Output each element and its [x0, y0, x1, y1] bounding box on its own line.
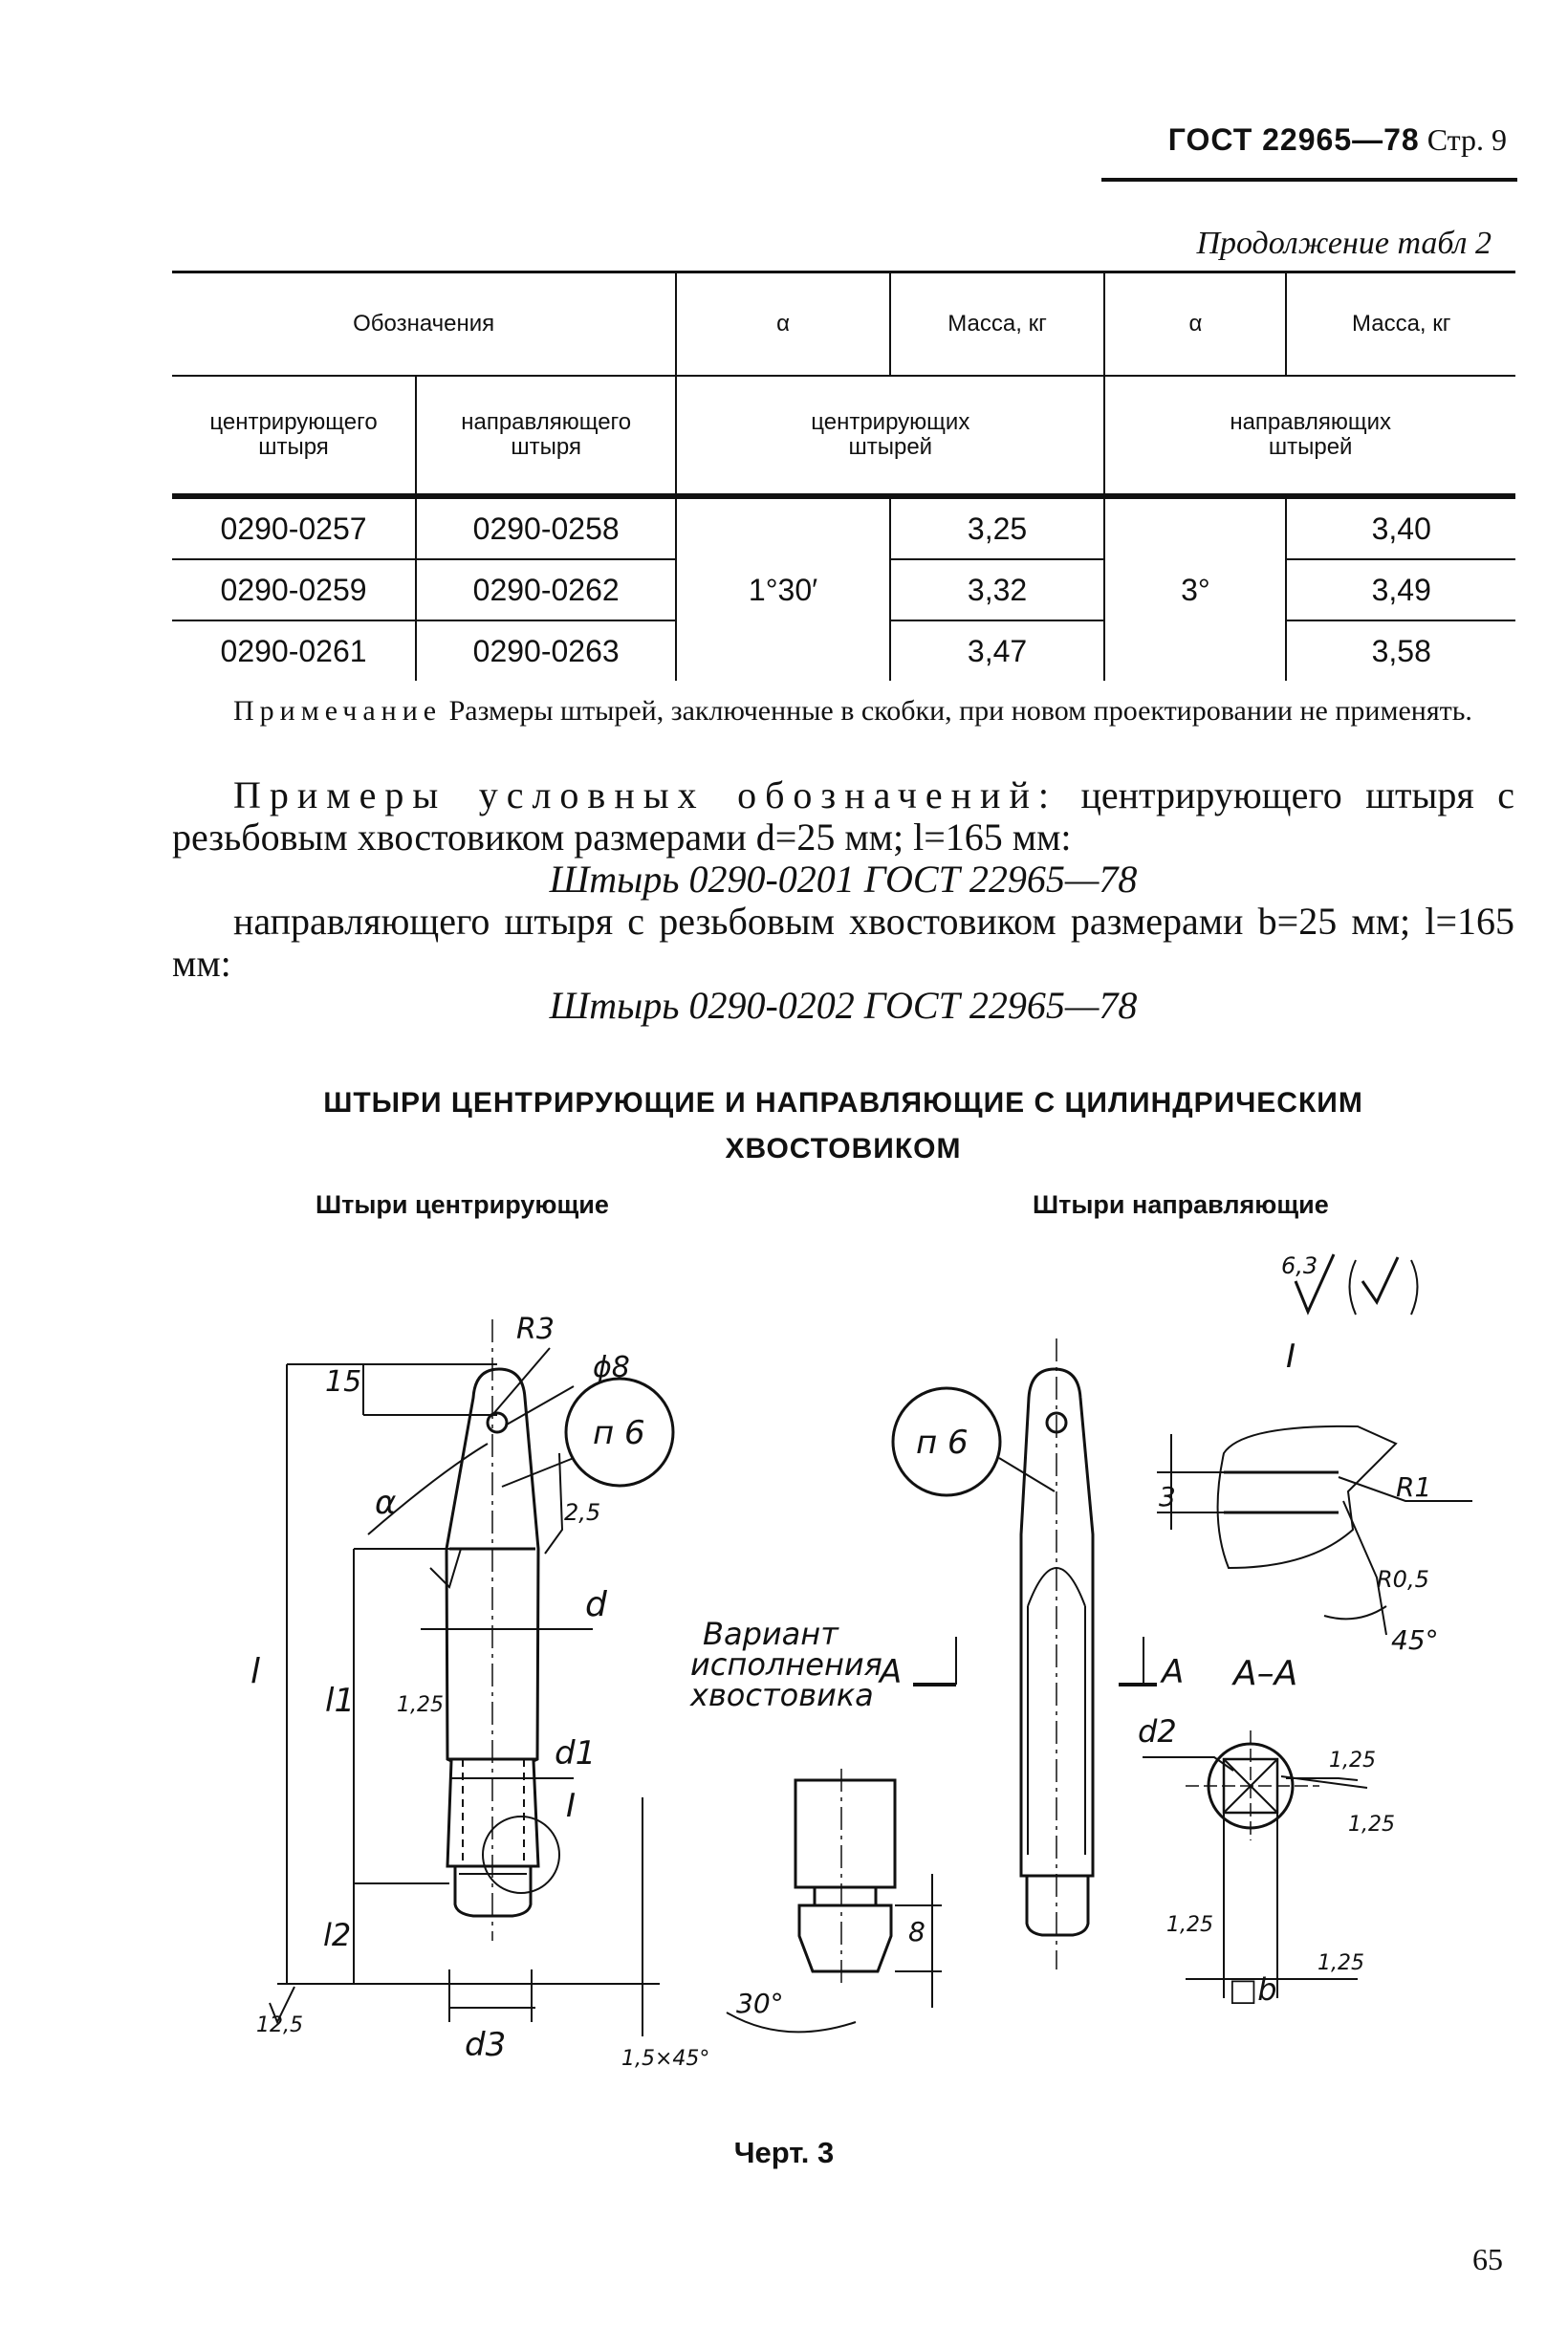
- col-alpha-guide: α: [1104, 272, 1286, 377]
- label-A-right: А: [1162, 1653, 1185, 1691]
- label-alpha: α: [375, 1484, 397, 1522]
- guide-code: 0290-0258: [416, 496, 676, 559]
- table-2: [172, 271, 1515, 681]
- label-variant-3: хвостовика: [690, 1677, 874, 1713]
- label-rough-6-3: 6,3: [1281, 1252, 1318, 1279]
- label-variant-1: Вариант: [703, 1616, 838, 1652]
- note-label: Примечание: [233, 695, 443, 727]
- label-I-left: I: [566, 1787, 577, 1825]
- label-8: 8: [908, 1916, 926, 1947]
- guide-code: 0290-0262: [416, 559, 676, 620]
- label-1-25-d: 1,25: [1318, 1951, 1364, 1975]
- mass-guide: 3,40: [1286, 496, 1515, 559]
- designation-examples: [172, 774, 1514, 1027]
- note-text: Размеры штырей, заключенные в скобки, при новом проектировании не применять.: [448, 695, 1472, 727]
- table-row: [172, 496, 1515, 559]
- col-centering-pins: центрирующих штырей: [676, 376, 1104, 496]
- label-R0-5: R0,5: [1377, 1566, 1429, 1593]
- col-alpha-centering: α: [676, 272, 890, 377]
- mass-centering: 3,25: [890, 496, 1105, 559]
- examples-line-1: центрирующего штыря с резьбовым хвостовиком размерами d=25 мм; l=165 мм:: [172, 773, 1515, 859]
- label-d2: d2: [1138, 1713, 1177, 1750]
- label-45-deg: 45°: [1391, 1624, 1439, 1656]
- label-30-deg: 30°: [736, 1988, 784, 2019]
- table-continuation-label: Продолжение табл 2: [1196, 226, 1492, 261]
- col-guide-pin: направляющего штыря: [416, 376, 676, 496]
- label-I-right: I: [1286, 1338, 1296, 1376]
- centering-code: 0290-0257: [172, 496, 416, 559]
- label-12-5: 12,5: [256, 2013, 303, 2037]
- guide-code: 0290-0263: [416, 620, 676, 681]
- label-1-25-b: 1,25: [1348, 1813, 1395, 1837]
- guide-pin-drawing: [893, 1254, 1472, 1998]
- page-header: [1168, 122, 1507, 158]
- label-square-b: □b: [1229, 1971, 1277, 2008]
- label-variant-2: исполнения: [690, 1646, 882, 1683]
- col-mass-guide: Масса, кг: [1286, 272, 1515, 377]
- subtitle-centering-pins: Штыри центрирующие: [316, 1190, 609, 1219]
- section-title: [172, 1080, 1514, 1172]
- label-1-25-c: 1,25: [1166, 1913, 1213, 1937]
- col-guide-pins: направляющих штырей: [1104, 376, 1515, 496]
- section-title-line-2: ХВОСТОВИКОМ: [725, 1133, 962, 1164]
- label-chamfer: 1,5×45°: [621, 2047, 710, 2071]
- label-15: 15: [325, 1365, 362, 1399]
- centering-code: 0290-0261: [220, 633, 367, 668]
- label-1-25-left: 1,25: [397, 1693, 444, 1717]
- page-number: 65: [1472, 2242, 1503, 2276]
- mass-guide: 3,49: [1286, 559, 1515, 620]
- col-designations: Обозначения: [172, 272, 676, 377]
- alpha-guide-value: 3°: [1104, 496, 1286, 681]
- table-note: [233, 692, 1514, 730]
- mass-centering: 3,32: [890, 559, 1105, 620]
- example-designation-1: Штырь 0290-0201 ГОСТ 22965—78: [549, 858, 1138, 901]
- figure-caption: Черт. 3: [733, 2136, 835, 2169]
- examples-paragraph-1: [172, 774, 1514, 859]
- label-d1: d1: [555, 1734, 597, 1773]
- examples-heading: Примеры условных обозначений:: [233, 773, 1057, 816]
- label-3: 3: [1159, 1481, 1176, 1512]
- header-rule: [1101, 178, 1517, 182]
- label-l2: l2: [323, 1917, 352, 1953]
- label-phi8: ϕ8: [593, 1351, 630, 1384]
- examples-line-2: направляющего штыря с резьбовым хвостовиком размерами b=25 мм; l=165 мм:: [172, 900, 1514, 985]
- page-label: Стр. 9: [1426, 122, 1507, 157]
- label-n6-left: п 6: [593, 1414, 645, 1452]
- col-centering-pin: центрирующего штыря: [172, 376, 416, 496]
- alpha-centering-value: 1°30′: [676, 496, 890, 681]
- label-R3: R3: [516, 1313, 555, 1346]
- standard-number: ГОСТ 22965—78: [1167, 122, 1420, 157]
- subtitle-guide-pins: Штыри направляющие: [1033, 1190, 1329, 1219]
- technical-drawing: [0, 1224, 1568, 2122]
- label-2-5: 2,5: [564, 1499, 601, 1526]
- mass-guide: 3,58: [1286, 620, 1515, 681]
- label-n6-right: п 6: [916, 1424, 969, 1462]
- label-R1: R1: [1396, 1471, 1432, 1503]
- example-designation-2: Штырь 0290-0202 ГОСТ 22965—78: [549, 984, 1138, 1027]
- label-A-left: А: [880, 1653, 903, 1691]
- col-mass-centering: Масса, кг: [890, 272, 1105, 377]
- centering-code: 0290-0259: [172, 559, 416, 620]
- label-l1: l1: [325, 1682, 356, 1720]
- label-1-25-a: 1,25: [1329, 1749, 1376, 1773]
- label-d3: d3: [465, 2026, 507, 2064]
- mass-centering: 3,47: [890, 620, 1105, 681]
- label-section-AA: А–А: [1233, 1654, 1298, 1693]
- label-d: d: [585, 1585, 607, 1624]
- section-title-line-1: ШТЫРИ ЦЕНТРИРУЮЩИЕ И НАПРАВЛЯЮЩИЕ С ЦИЛИНДРИЧЕСКИМ: [323, 1087, 1363, 1119]
- label-l: l: [250, 1652, 261, 1691]
